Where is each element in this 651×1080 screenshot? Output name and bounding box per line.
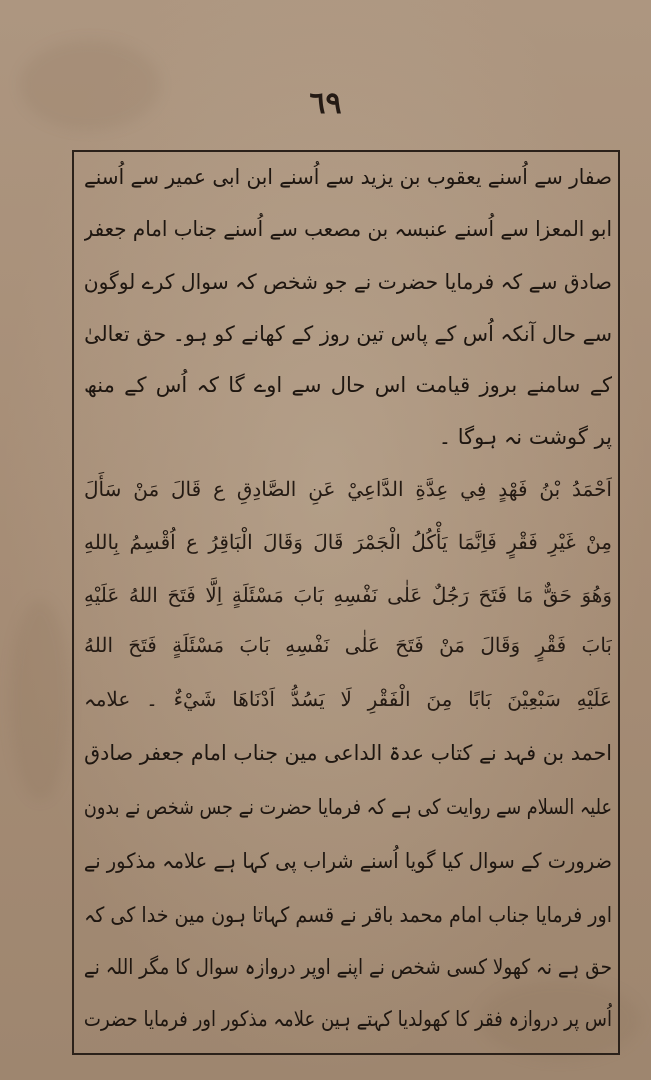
text-line: احمد بن فہد نے کتاب عدۃ الداعی مین جناب امام جعفر صادق	[84, 741, 612, 765]
text-line: علیہ السلام سے روایت کی ہے کہ فرمایا حضرت نے جس شخص نے بدون	[83, 795, 612, 819]
text-line: ابو المعزا سے اُسنے عنبسہ بن مصعب سے اُسنے جناب امام جعفر	[83, 217, 612, 241]
arabic-text-line: وَهُوَ حَقٌّ مَا فَتَحَ رَجُلٌ عَلٰى نَفْسِهِ بَابَ مَسْئَلَةٍ اِلَّا فَتَحَ اللهُ عَلَيْهِ	[84, 583, 612, 607]
text-line: اور فرمایا جناب امام محمد باقر نے قسم کہاتا ہون مین خدا کی کہ	[84, 903, 612, 927]
arabic-text-line: عَلَيْهِ سَبْعِيْنَ بَابًا مِنَ الْفَقْرِ لَا يَسُدُّ اَدْنَاهَا شَيْءٌ ۔ علامہ	[84, 687, 612, 711]
text-line: حق ہے نہ کھولا کسی شخص نے اپنے اوپر دروازہ سوال کا مگر اللہ نے	[84, 955, 612, 979]
text-line: کے سامنے بروز قیامت اس حال سے اوے گا کہ اُس کے منھ	[84, 373, 612, 397]
text-line: پر گوشت نہ ہوگا ۔	[438, 425, 612, 449]
text-line: ضرورت کے سوال کیا گویا اُسنے شراب پی کہا ہے علامہ مذکور نے	[83, 849, 612, 873]
text-line: صادق سے کہ فرمایا حضرت نے جو شخص کہ سوال کرے لوگون	[83, 270, 612, 294]
arabic-text-line: بَابَ فَقْرٍ وَقَالَ مَنْ فَتَحَ عَلٰى نَفْسِهِ بَابَ مَسْئَلَةٍ فَتَحَ اللهُ	[84, 633, 612, 657]
page-number: ٦٩	[309, 86, 342, 121]
arabic-text-line: مِنْ غَيْرِ فَقْرٍ فَاِنَّمَا يَأْكُلُ الْجَمْرَ قَالَ وَقَالَ الْبَاقِرُ ع اُقْسِمُ بِاللهِ	[84, 530, 612, 554]
text-line: صفار سے اُسنے یعقوب بن یزید سے اُسنے ابن ابی عمیر سے اُسنے	[84, 165, 612, 189]
paper-stain	[10, 600, 70, 800]
text-line: اُس پر دروازہ فقر کا کھولدیا کہتے ہین علامہ مذکور اور فرمایا حضرت	[84, 1007, 612, 1031]
text-body	[84, 155, 612, 1050]
text-line: سے حال آنکہ اُس کے پاس تین روز کے کھانے کو ہو۔ حق تعالیٰ	[84, 322, 612, 346]
arabic-text-line: اَحْمَدُ بْنُ فَهْدٍ فِي عِدَّةِ الدَّاعِيْ عَنِ الصَّادِقِ ع قَالَ مَنْ سَأَلَ	[84, 477, 612, 501]
